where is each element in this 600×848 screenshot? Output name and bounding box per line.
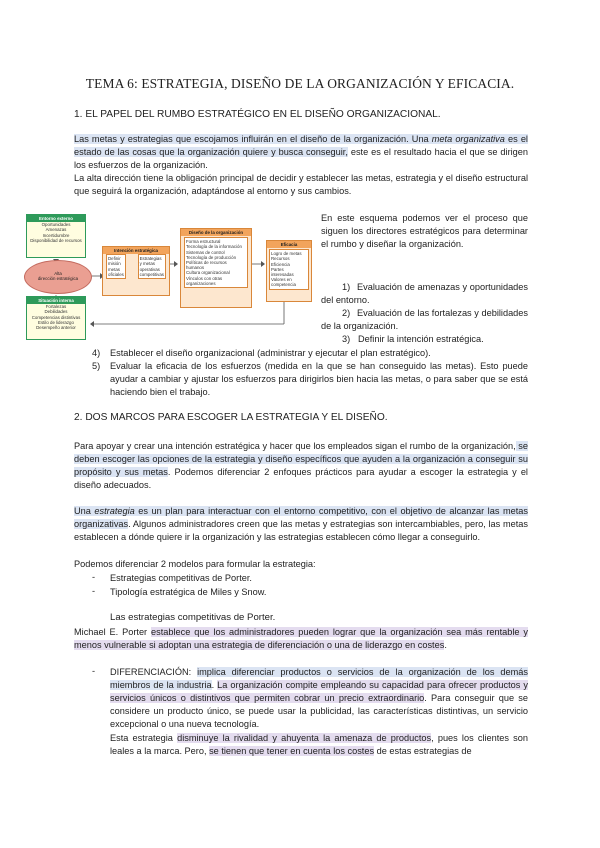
- step-5-text: Evaluar la eficacia de los esfuerzos (medida en la que se han conseguido las metas). Esto puede ayudar a cambiar y ajustar los esfuerzos para dirigirlos bien hacia las metas, o para saber que se está haciendo bien el trabajo.: [110, 361, 528, 397]
- list-item: oficiales: [108, 271, 124, 277]
- section-2-paragraph-1: [74, 440, 528, 492]
- highlight: se tienen que tener en cuenta los costes: [209, 745, 375, 756]
- step-number: 1): [342, 282, 351, 292]
- organization-design-lines: [184, 237, 248, 288]
- list-item: Logro de metas: [271, 251, 302, 257]
- text-run: . Algunos administradores creen que las metas y estrategias son intercambiables, pero, las metas establecen a dónde quiere ir la organización y las estrategias establecen cómo llegar a conseguirlo.: [74, 518, 528, 542]
- external-environment-box: [26, 214, 86, 258]
- step-4-text: Establecer el diseño organizacional (administrar y ejecutar el plan estratégico).: [110, 348, 431, 358]
- section-2-paragraph-3: Podemos diferenciar 2 modelos para formular la estrategia:: [74, 559, 316, 569]
- list-item: Sistemas de control: [186, 249, 225, 255]
- list-item: misión: [108, 261, 121, 267]
- list-item: Estilo de liderazgo: [38, 319, 74, 325]
- differentiation-paragraph: [110, 666, 528, 731]
- step-number: 5): [92, 361, 101, 371]
- external-environment-heading: Entorno externo: [27, 215, 85, 222]
- list-item: Partes interesadas: [271, 266, 294, 278]
- step-number: 2): [342, 308, 351, 318]
- list-item: Vínculos con otras organizaciones: [186, 275, 223, 286]
- oval-line: Alta: [54, 271, 62, 276]
- list-item: Eficiencia: [271, 261, 290, 267]
- porter-subheading: Las estrategias competitivas de Porter.: [110, 612, 276, 623]
- highlight: Una: [74, 506, 95, 516]
- bullet-dash: -: [92, 586, 96, 596]
- strategic-intent-heading: Intención estratégica: [103, 247, 169, 254]
- list-item: Debilidades: [44, 309, 68, 315]
- effectiveness-heading: Eficacia: [267, 241, 311, 248]
- internal-situation-heading: Situación interna: [27, 297, 85, 304]
- bullet-dash: -: [92, 666, 96, 676]
- text-run: Michael E. Porter: [74, 627, 151, 637]
- text-run: .: [444, 639, 447, 650]
- model-item-1: Estrategias competitivas de Porter.: [110, 573, 252, 583]
- highlight: La organización compite empleando su capacidad para ofrecer productos y servicios únicos o distintivos que permiten cobrar un precio extraordinario: [110, 679, 529, 703]
- list-item: Estrategias: [139, 256, 162, 262]
- text-run: Para apoyar y crear una intención estratégica y hacer que los empleados sigan el rumbo de la organización,: [74, 441, 516, 451]
- list-item: Valores en competencia: [271, 277, 296, 288]
- text-run: . Podemos diferenciar 2 enfoques prácticos para ayudar a escoger la estrategia y el diseño adecuados.: [74, 466, 528, 490]
- section-2-heading: 2. DOS MARCOS PARA ESCOGER LA ESTRATEGIA Y EL DISEÑO.: [74, 412, 388, 423]
- internal-situation-box: [26, 296, 86, 340]
- bullet-dash: -: [92, 572, 96, 582]
- highlight-term: meta organizativa: [431, 134, 505, 144]
- top-management-oval: [24, 260, 92, 294]
- list-item: operativas: [139, 266, 160, 272]
- text-run: de estas estrategias de: [374, 745, 472, 756]
- list-item: Cultura organizacional: [186, 270, 230, 276]
- oval-line: dirección estratégica: [37, 276, 79, 281]
- list-item: Oportunidades: [41, 222, 71, 228]
- section-2-paragraph-2: [74, 505, 528, 544]
- section-1-heading: 1. EL PAPEL DEL RUMBO ESTRATÉGICO EN EL DISEÑO ORGANIZACIONAL.: [74, 109, 441, 120]
- text-run: Una: [408, 134, 432, 144]
- highlight: disminuye la rivalidad y ahuyenta la amenaza de productos: [177, 733, 432, 743]
- step-2-text: Evaluación de las fortalezas y debilidades de la organización.: [321, 308, 528, 331]
- strategy-diagram: [24, 212, 314, 342]
- list-item: Fortalezas: [45, 304, 67, 310]
- porter-paragraph: [74, 626, 528, 652]
- list-item: Desempeño anterior: [36, 325, 76, 331]
- list-item: Incertidumbre: [42, 232, 70, 238]
- document-title: TEMA 6: ESTRATEGIA, DISEÑO DE LA ORGANIZACIÓN Y EFICACIA.: [85, 76, 515, 91]
- text-run: , pues los clientes son leales a la marca. Pero,: [110, 733, 528, 756]
- intent-column-2: [138, 254, 166, 279]
- term-label: DIFERENCIACIÓN:: [110, 667, 198, 677]
- list-item: Definir: [108, 256, 121, 262]
- strategic-intent-columns: [103, 254, 169, 279]
- section-1-paragraph-1: [74, 133, 528, 172]
- organization-design-heading: Diseño de la organización: [181, 229, 251, 236]
- intent-column-1: [106, 254, 126, 279]
- step-3-text: Definir la intención estratégica.: [358, 334, 484, 344]
- list-item: Forma estructural: [186, 239, 221, 245]
- highlight: Las metas y estrategias que escojamos influirán en el diseño de la organización.: [74, 134, 409, 144]
- effectiveness-box: [266, 240, 312, 302]
- list-item: Amenazas: [45, 227, 67, 233]
- highlight: es el estado de las cosas que la organización quiere y busca conseguir,: [74, 134, 528, 157]
- highlight: implica diferenciar productos o servicios de la organización de los demás miembros de la industria: [110, 667, 528, 690]
- text-run: .: [211, 679, 218, 690]
- model-item-2: Tipología estratégica de Miles y Snow.: [110, 587, 267, 597]
- list-item: Políticas de recursos humanos: [186, 260, 227, 271]
- external-environment-lines: [27, 222, 85, 243]
- diagram-description: En este esquema podemos ver el proceso que siguen los directores estratégicos para determinar el rumbo y diseñar la organización.: [321, 213, 528, 249]
- text-run: . Para conseguir que se considere un producto único, se puede usar la publicidad, las características distintivas, un servicio excepcional o una nueva tecnología.: [110, 692, 528, 729]
- highlight: establece que los administradores pueden lograr que la organización sea más rentable y menos vulnerable si adoptan una estrategia de diferenciación o una de liderazgo en costes: [74, 627, 528, 650]
- list-item: Competencias distintivas: [31, 314, 81, 320]
- highlight: es un plan para interactuar con el entorno competitivo, con el objetivo de alcanzar las metas organizativas: [74, 506, 528, 529]
- list-item: Tecnología de producción: [186, 254, 237, 260]
- effectiveness-lines: [269, 249, 309, 289]
- text-run: este es el resultado hacia el que se dirigen los esfuerzos de la organización.: [74, 146, 528, 170]
- list-item: metas: [108, 266, 120, 272]
- strategic-intent-box: [102, 246, 170, 296]
- list-item: Tecnología de la información: [186, 244, 242, 250]
- internal-situation-lines: [27, 304, 85, 330]
- organization-design-box: [180, 228, 252, 308]
- section-1-paragraph-2: La alta dirección tiene la obligación principal de decidir y establecer las metas, estrategia y el diseño estructural que seguirá la organización, adaptándose al entorno y sus cambios.: [74, 173, 528, 196]
- text-run: Esta estrategia: [110, 733, 178, 743]
- step-number: 3): [342, 334, 351, 344]
- list-item: Recursos: [271, 256, 290, 262]
- step-1-text: Evaluación de amenazas y oportunidades del entorno.: [321, 282, 528, 305]
- highlight-term: estrategia: [94, 506, 135, 516]
- differentiation-paragraph-2: [110, 732, 528, 758]
- highlight: se deben escoger las opciones de la estrategia y diseño específicos que ayuden a la organización a conseguir su propósito y sus metas: [74, 441, 528, 477]
- list-item: Disponibilidad de recursos: [30, 237, 82, 243]
- step-number: 4): [92, 348, 101, 358]
- list-item: competitivas: [139, 271, 164, 277]
- list-item: y metas: [139, 261, 155, 267]
